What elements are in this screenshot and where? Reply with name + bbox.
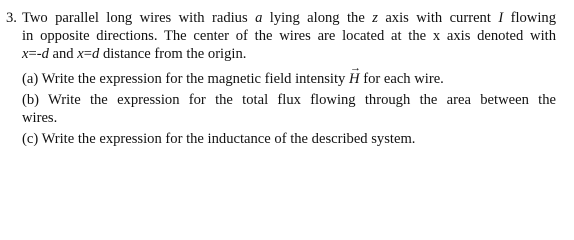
statement-text: Two parallel long wires with radius: [22, 10, 248, 26]
variable-d: d: [91, 46, 100, 62]
part-b-line-2: wires.: [22, 110, 58, 126]
variable-x: x: [22, 46, 29, 62]
problem-statement-line-2: in opposite directions. The center of the wires are located at the x axis denoted with: [22, 28, 556, 44]
variable-current: I: [498, 10, 504, 26]
statement-text: and: [52, 46, 74, 62]
vector-symbol: H: [349, 71, 360, 87]
variable-d: d: [41, 46, 49, 62]
equals-sign: =: [83, 46, 92, 62]
vector-h: [349, 62, 361, 88]
statement-text: lying along the: [269, 10, 365, 26]
part-c: (c) Write the expression for the inductance of the described system.: [22, 131, 416, 147]
variable-z: z: [372, 10, 378, 26]
problem-statement-line-3: [22, 45, 246, 63]
problem-number: 3.: [6, 10, 17, 26]
part-a: [22, 62, 444, 88]
part-b-line-1: (b) Write the expression for the total flux flowing through the area between the: [22, 92, 556, 108]
vector-arrow: →: [350, 62, 361, 74]
part-a-text: (a) Write the expression for the magnetic field intensity: [22, 71, 346, 87]
statement-text: distance from the origin.: [102, 46, 247, 62]
part-a-text: for each wire.: [363, 71, 444, 87]
equals-minus: =-: [28, 46, 42, 62]
variable-a: a: [255, 10, 263, 26]
statement-text: flowing: [510, 10, 556, 26]
statement-text: axis with current: [385, 10, 491, 26]
problem-statement-line-1: [22, 9, 556, 27]
variable-x: x: [77, 46, 84, 62]
